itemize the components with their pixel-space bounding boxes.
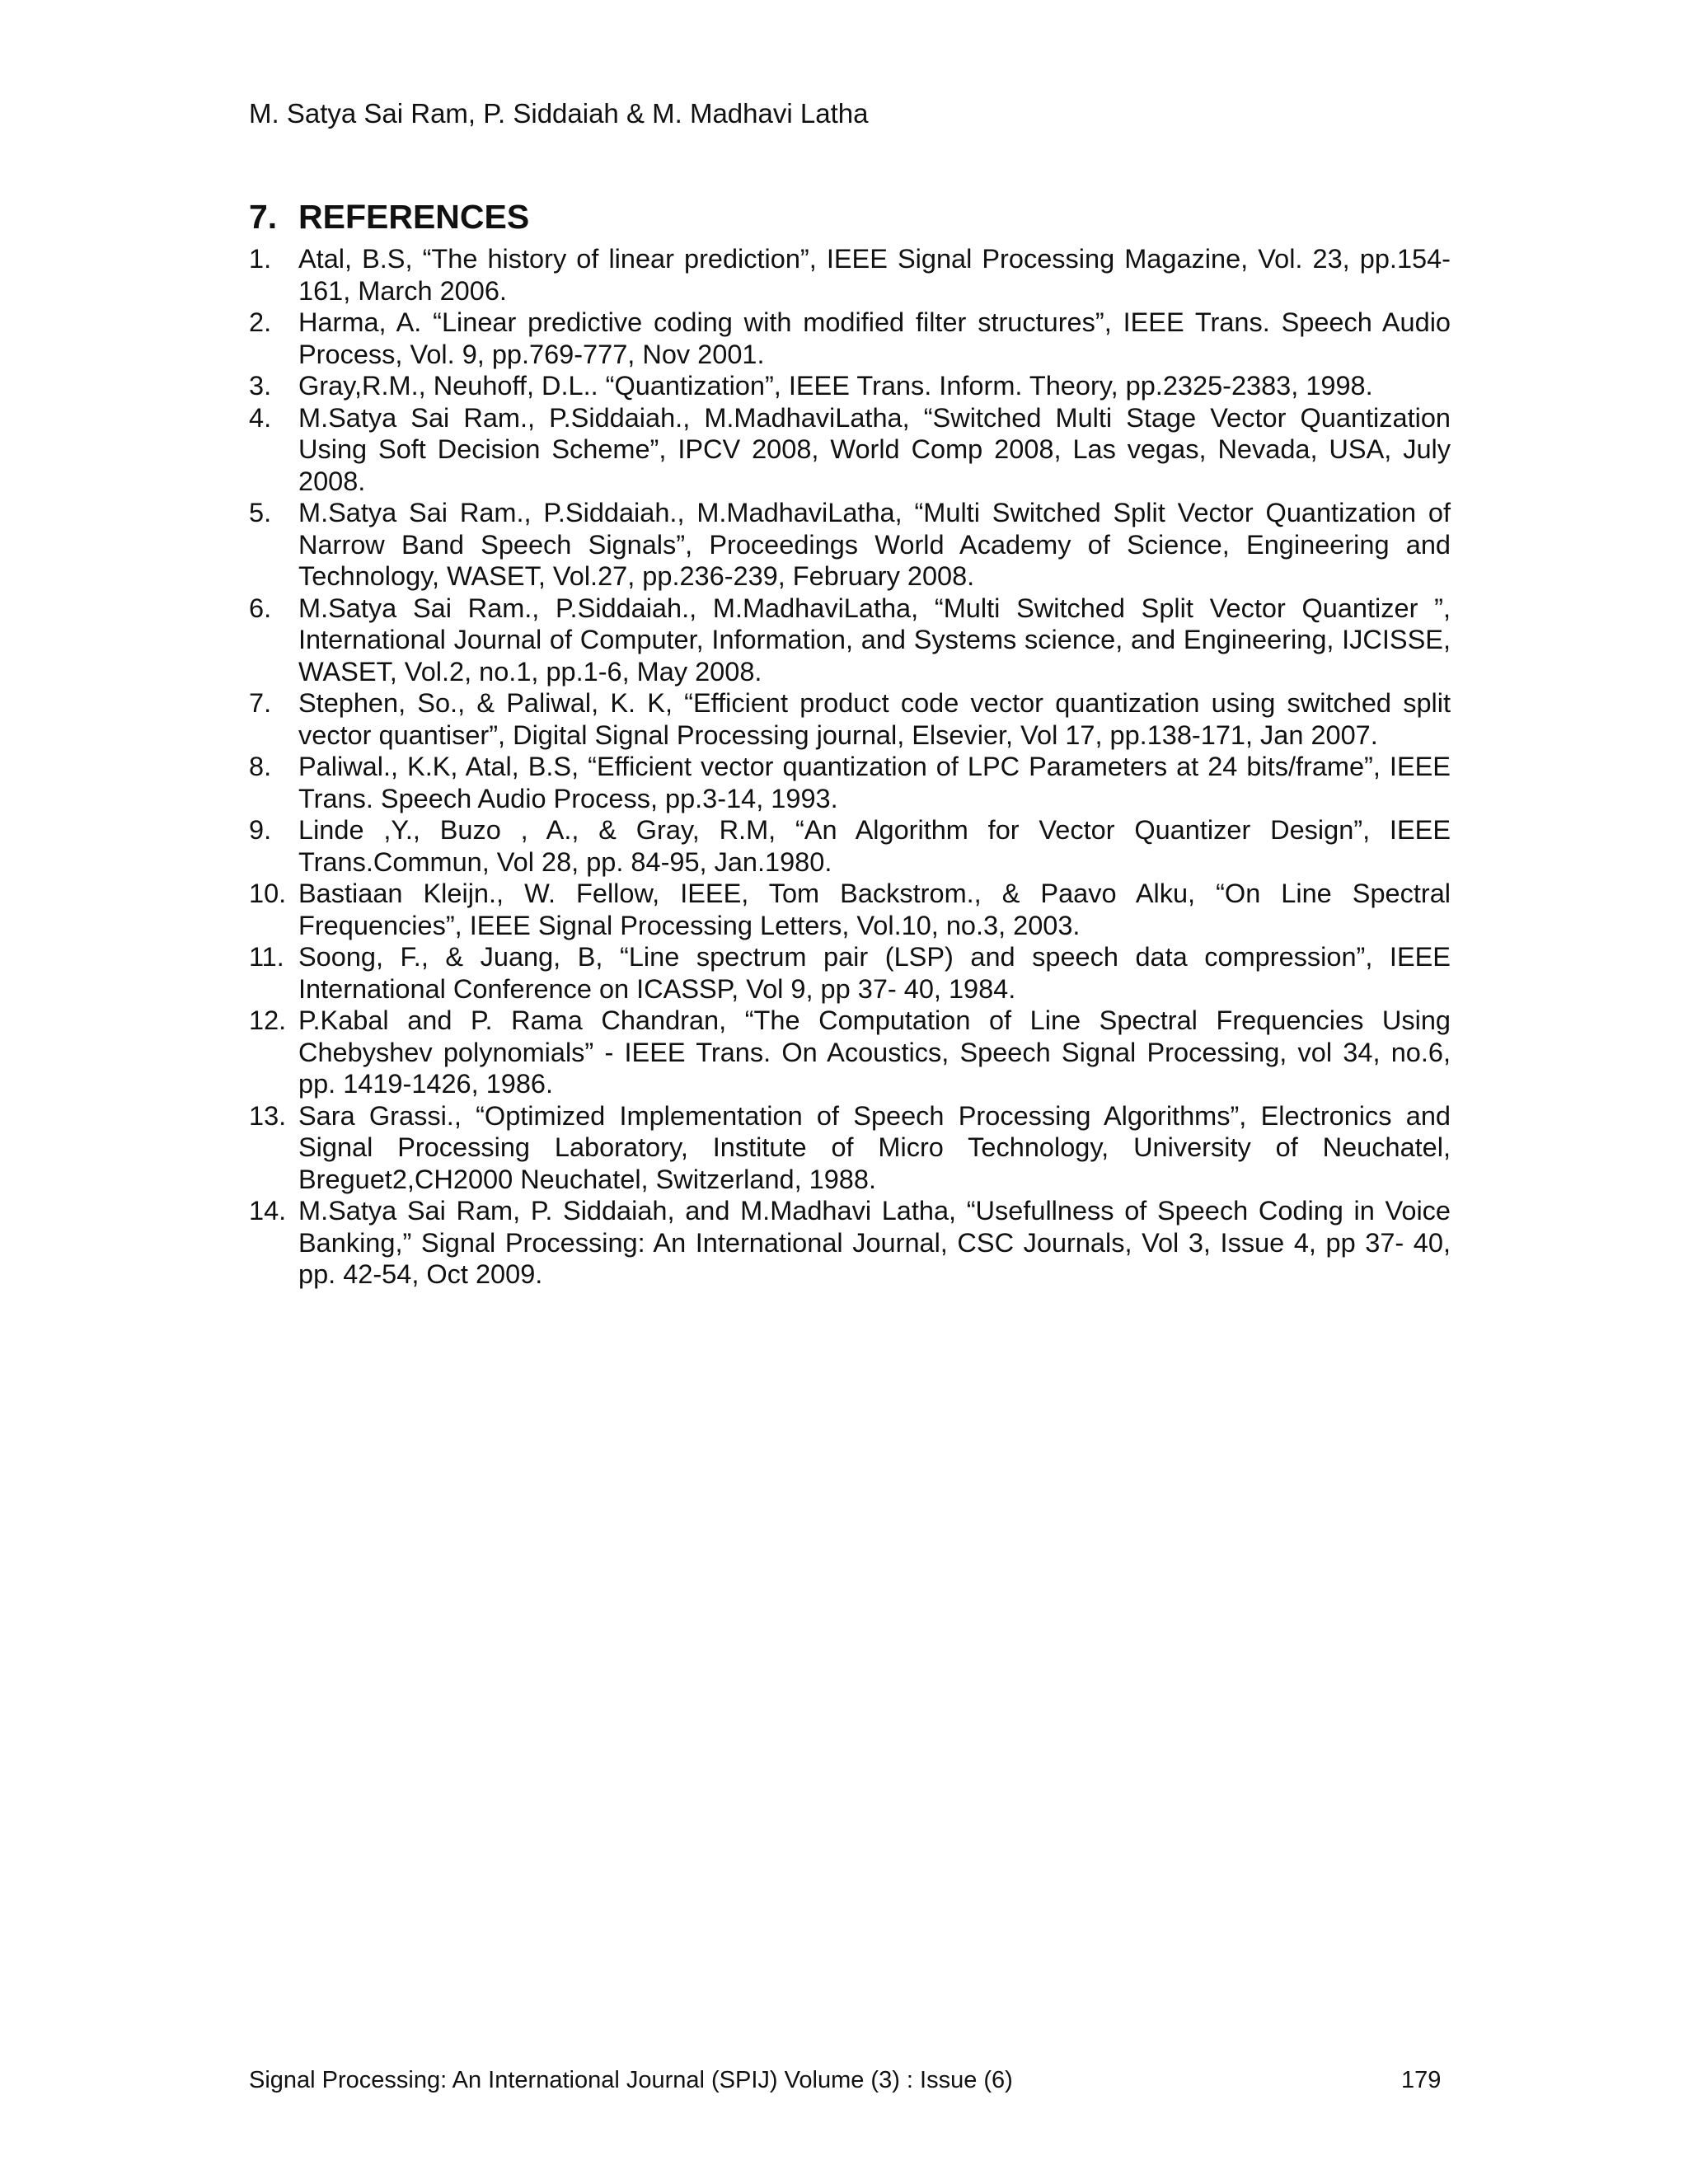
reference-item [249, 687, 1451, 751]
reference-number: 11. [249, 942, 284, 972]
reference-item [249, 941, 1451, 1005]
reference-item [249, 1195, 1451, 1291]
section-title: REFERENCES [298, 198, 530, 236]
reference-text: Bastiaan Kleijn., W. Fellow, IEEE, Tom Backstrom., & Paavo Alku, “On Line Spectral Frequencies”, IEEE Signal Processing Letters, Vol.10, no.3, 2003. [298, 879, 1451, 940]
reference-item [249, 878, 1451, 941]
reference-item [249, 370, 1451, 402]
reference-number: 9. [249, 815, 272, 845]
reference-item [249, 497, 1451, 593]
section-heading [249, 196, 529, 237]
reference-item [249, 307, 1451, 370]
reference-number: 2. [249, 307, 272, 337]
reference-item [249, 1005, 1451, 1100]
reference-number: 7. [249, 688, 272, 718]
reference-text: Harma, A. “Linear predictive coding with modified filter structures”, IEEE Trans. Speech Audio Process, Vol. 9, pp.769-777, Nov 2001. [298, 307, 1451, 369]
reference-item [249, 402, 1451, 498]
reference-text: Soong, F., & Juang, B, “Line spectrum pair (LSP) and speech data compression”, IEEE International Conference on ICASSP, Vol 9, pp 37- 40, 1984. [298, 942, 1451, 1004]
reference-number: 10. [249, 879, 287, 908]
reference-item [249, 1100, 1451, 1196]
running-header-authors: M. Satya Sai Ram, P. Siddaiah & M. Madhavi Latha [249, 98, 869, 129]
reference-text: P.Kabal and P. Rama Chandran, “The Computation of Line Spectral Frequencies Using Chebyshev polynomials” - IEEE Trans. On Acoustics, Speech Signal Processing, vol 34, no.6, pp. 1419-1426, 1986. [298, 1005, 1451, 1099]
reference-list [249, 243, 1451, 1291]
reference-text: M.Satya Sai Ram., P.Siddaiah., M.MadhaviLatha, “Switched Multi Stage Vector Quantization Using Soft Decision Scheme”, IPCV 2008, World Comp 2008, Las vegas, Nevada, USA, July 2008. [298, 402, 1451, 496]
reference-text: Linde ,Y., Buzo , A., & Gray, R.M, “An Algorithm for Vector Quantizer Design”, IEEE Trans.Commun, Vol 28, pp. 84-95, Jan.1980. [298, 815, 1451, 877]
reference-number: 4. [249, 402, 272, 433]
reference-number: 14. [249, 1196, 287, 1226]
reference-text: Sara Grassi., “Optimized Implementation of Speech Processing Algorithms”, Electronics and Signal Processing Laboratory, Institute of Micro Technology, University of Neuchatel, Breguet2,CH2000 Neuchatel, Switzerland, 1988. [298, 1100, 1451, 1194]
reference-item [249, 751, 1451, 814]
reference-number: 12. [249, 1005, 287, 1035]
reference-item [249, 593, 1451, 688]
reference-number: 6. [249, 593, 272, 623]
reference-text: M.Satya Sai Ram, P. Siddaiah, and M.Madhavi Latha, “Usefullness of Speech Coding in Voice Banking,” Signal Processing: An International Journal, CSC Journals, Vol 3, Issue 4, pp 37- 40, pp. 42-54, Oct 2009. [298, 1196, 1451, 1289]
reference-text: M.Satya Sai Ram., P.Siddaiah., M.MadhaviLatha, “Multi Switched Split Vector Quantizer ”, International Journal of Computer, Information, and Systems science, and Engineering, IJCISSE, WASET, Vol.2, no.1, pp.1-6, May 2008. [298, 593, 1451, 687]
reference-number: 13. [249, 1100, 287, 1131]
reference-number: 1. [249, 244, 272, 274]
reference-number: 5. [249, 498, 272, 527]
reference-text: Stephen, So., & Paliwal, K. K, “Efficient product code vector quantization using switched split vector quantiser”, Digital Signal Processing journal, Elsevier, Vol 17, pp.138-171, Jan 2007. [298, 688, 1451, 750]
reference-number: 3. [249, 371, 272, 401]
reference-text: M.Satya Sai Ram., P.Siddaiah., M.MadhaviLatha, “Multi Switched Split Vector Quantization of Narrow Band Speech Signals”, Proceedings World Academy of Science, Engineering and Technology, WASET, Vol.27, pp.236-239, February 2008. [298, 498, 1451, 591]
reference-item [249, 814, 1451, 878]
reference-text: Gray,R.M., Neuhoff, D.L.. “Quantization”, IEEE Trans. Inform. Theory, pp.2325-2383, 1998. [298, 371, 1373, 401]
section-number: 7. [249, 198, 278, 236]
reference-item [249, 243, 1451, 307]
footer-page-number: 179 [1401, 2067, 1442, 2093]
reference-text: Atal, B.S, “The history of linear prediction”, IEEE Signal Processing Magazine, Vol. 23, pp.154-161, March 2006. [298, 244, 1451, 306]
reference-text: Paliwal., K.K, Atal, B.S, “Efficient vector quantization of LPC Parameters at 24 bits/frame”, IEEE Trans. Speech Audio Process, pp.3-14, 1993. [298, 752, 1451, 813]
footer-journal-citation: Signal Processing: An International Journal (SPIJ) Volume (3) : Issue (6) [249, 2067, 1013, 2093]
reference-number: 8. [249, 752, 272, 781]
